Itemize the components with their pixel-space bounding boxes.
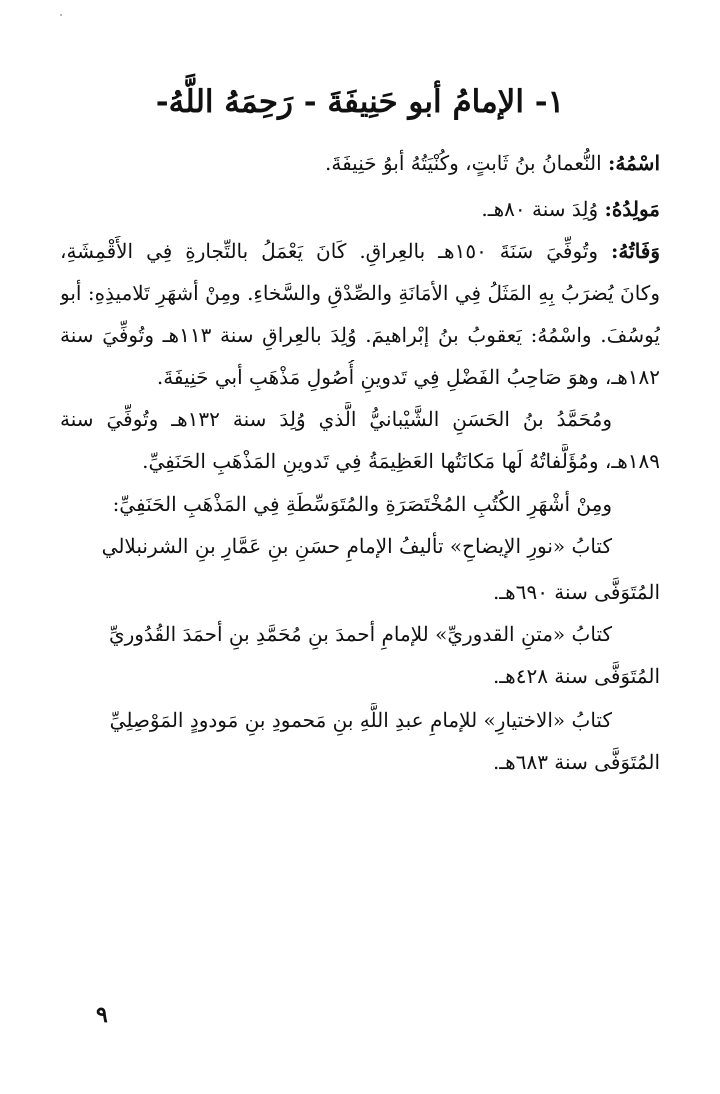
death-label: وَفَاتُهُ: (611, 239, 660, 263)
text-line: ١٨٩هـ، ومُؤَلَّفاتُهُ لَها مَكانَتُها العَظِيمَةُ فِي تَدوينِ المَذْهَبِ الحَنَفِيِّ. (142, 449, 660, 473)
book-entry-death-line: المُتَوَفَّى سنة ٦٨٣هـ. (492, 750, 660, 774)
text-line-name (60, 146, 660, 180)
name-text: النُّعمانُ بنُ ثَابتٍ، وكُنْيَتُهُ أبوُ حَنِيفَةَ. (324, 151, 609, 175)
text-line-birth (60, 192, 660, 226)
name-label: اسْمُهُ: (608, 151, 660, 175)
birth-label: مَولِدُهُ: (604, 197, 660, 221)
book-entry-death-line: المُتَوَفَّى سنة ٦٩٠هـ. (492, 580, 660, 604)
book-entry-line: كتابُ «الاختيارِ» للإمامِ عبدِ اللَّهِ بنِ مَحمودِ بنِ مَودودٍ المَوْصِلِيِّ (109, 708, 612, 732)
scan-speck (60, 14, 62, 16)
text-line-death (60, 234, 660, 268)
book-entry-death-line: المُتَوَفَّى سنة ٤٢٨هـ. (492, 664, 660, 688)
text-line: ومِنْ أشْهَرِ الكُتُبِ المُخْتَصَرَةِ والمُتَوَسِّطَةِ فِي المَذْهَبِ الحَنَفِيِّ: (112, 492, 612, 516)
page-number: ٩ (96, 1002, 108, 1028)
text-line: وكانَ يُضرَبُ بِهِ المَثَلُ فِي الأمَانَةِ والصِّدْقِ والسَّخاءِ. ومِنْ أشهَرِ تَلاميذِهِ: أبو (60, 281, 660, 305)
birth-text: وُلِدَ سنة ٨٠هـ. (481, 197, 605, 221)
text-line: ١٨٢هـ، وهوَ صَاحِبُ الفَضْلِ فِي تَدوينِ أُصُولِ مَذْهَبِ أبي حَنِيفَةَ. (156, 365, 660, 389)
section-title: ١- الإمامُ أبو حَنِيفَةَ - رَحِمَهُ اللَّهُ- (155, 84, 565, 120)
book-entry-line: كتابُ «نورِ الإيضاحِ» تأليفُ الإمامِ حسَنِ بنِ عَمَّارِ بنِ الشرنبلالي (101, 534, 612, 558)
text-line: يُوسُفَ. واسْمُهُ: يَعقوبُ بنُ إبْراهيمَ. وُلِدَ بالعِراقِ سنة ١١٣هـ وتُوفِّيَ سنة (60, 323, 660, 347)
book-entry-line: كتابُ «متنِ القدوريِّ» للإمامِ أحمدَ بنِ مُحَمَّدِ بنِ أحمَدَ القُدُوريِّ (108, 622, 612, 646)
death-text: وتُوفِّيَ سَنَةَ ١٥٠هـ بالعِراقِ. كَانَ يَعْمَلُ بالتِّجارةِ فِي الأَقْمِشَةِ، (60, 239, 612, 263)
text-line: ومُحَمَّدُ بنُ الحَسَنِ الشَّيْبانيُّ الَّذي وُلِدَ سنة ١٣٢هـ وتُوفِّيَ سنة (60, 407, 612, 431)
